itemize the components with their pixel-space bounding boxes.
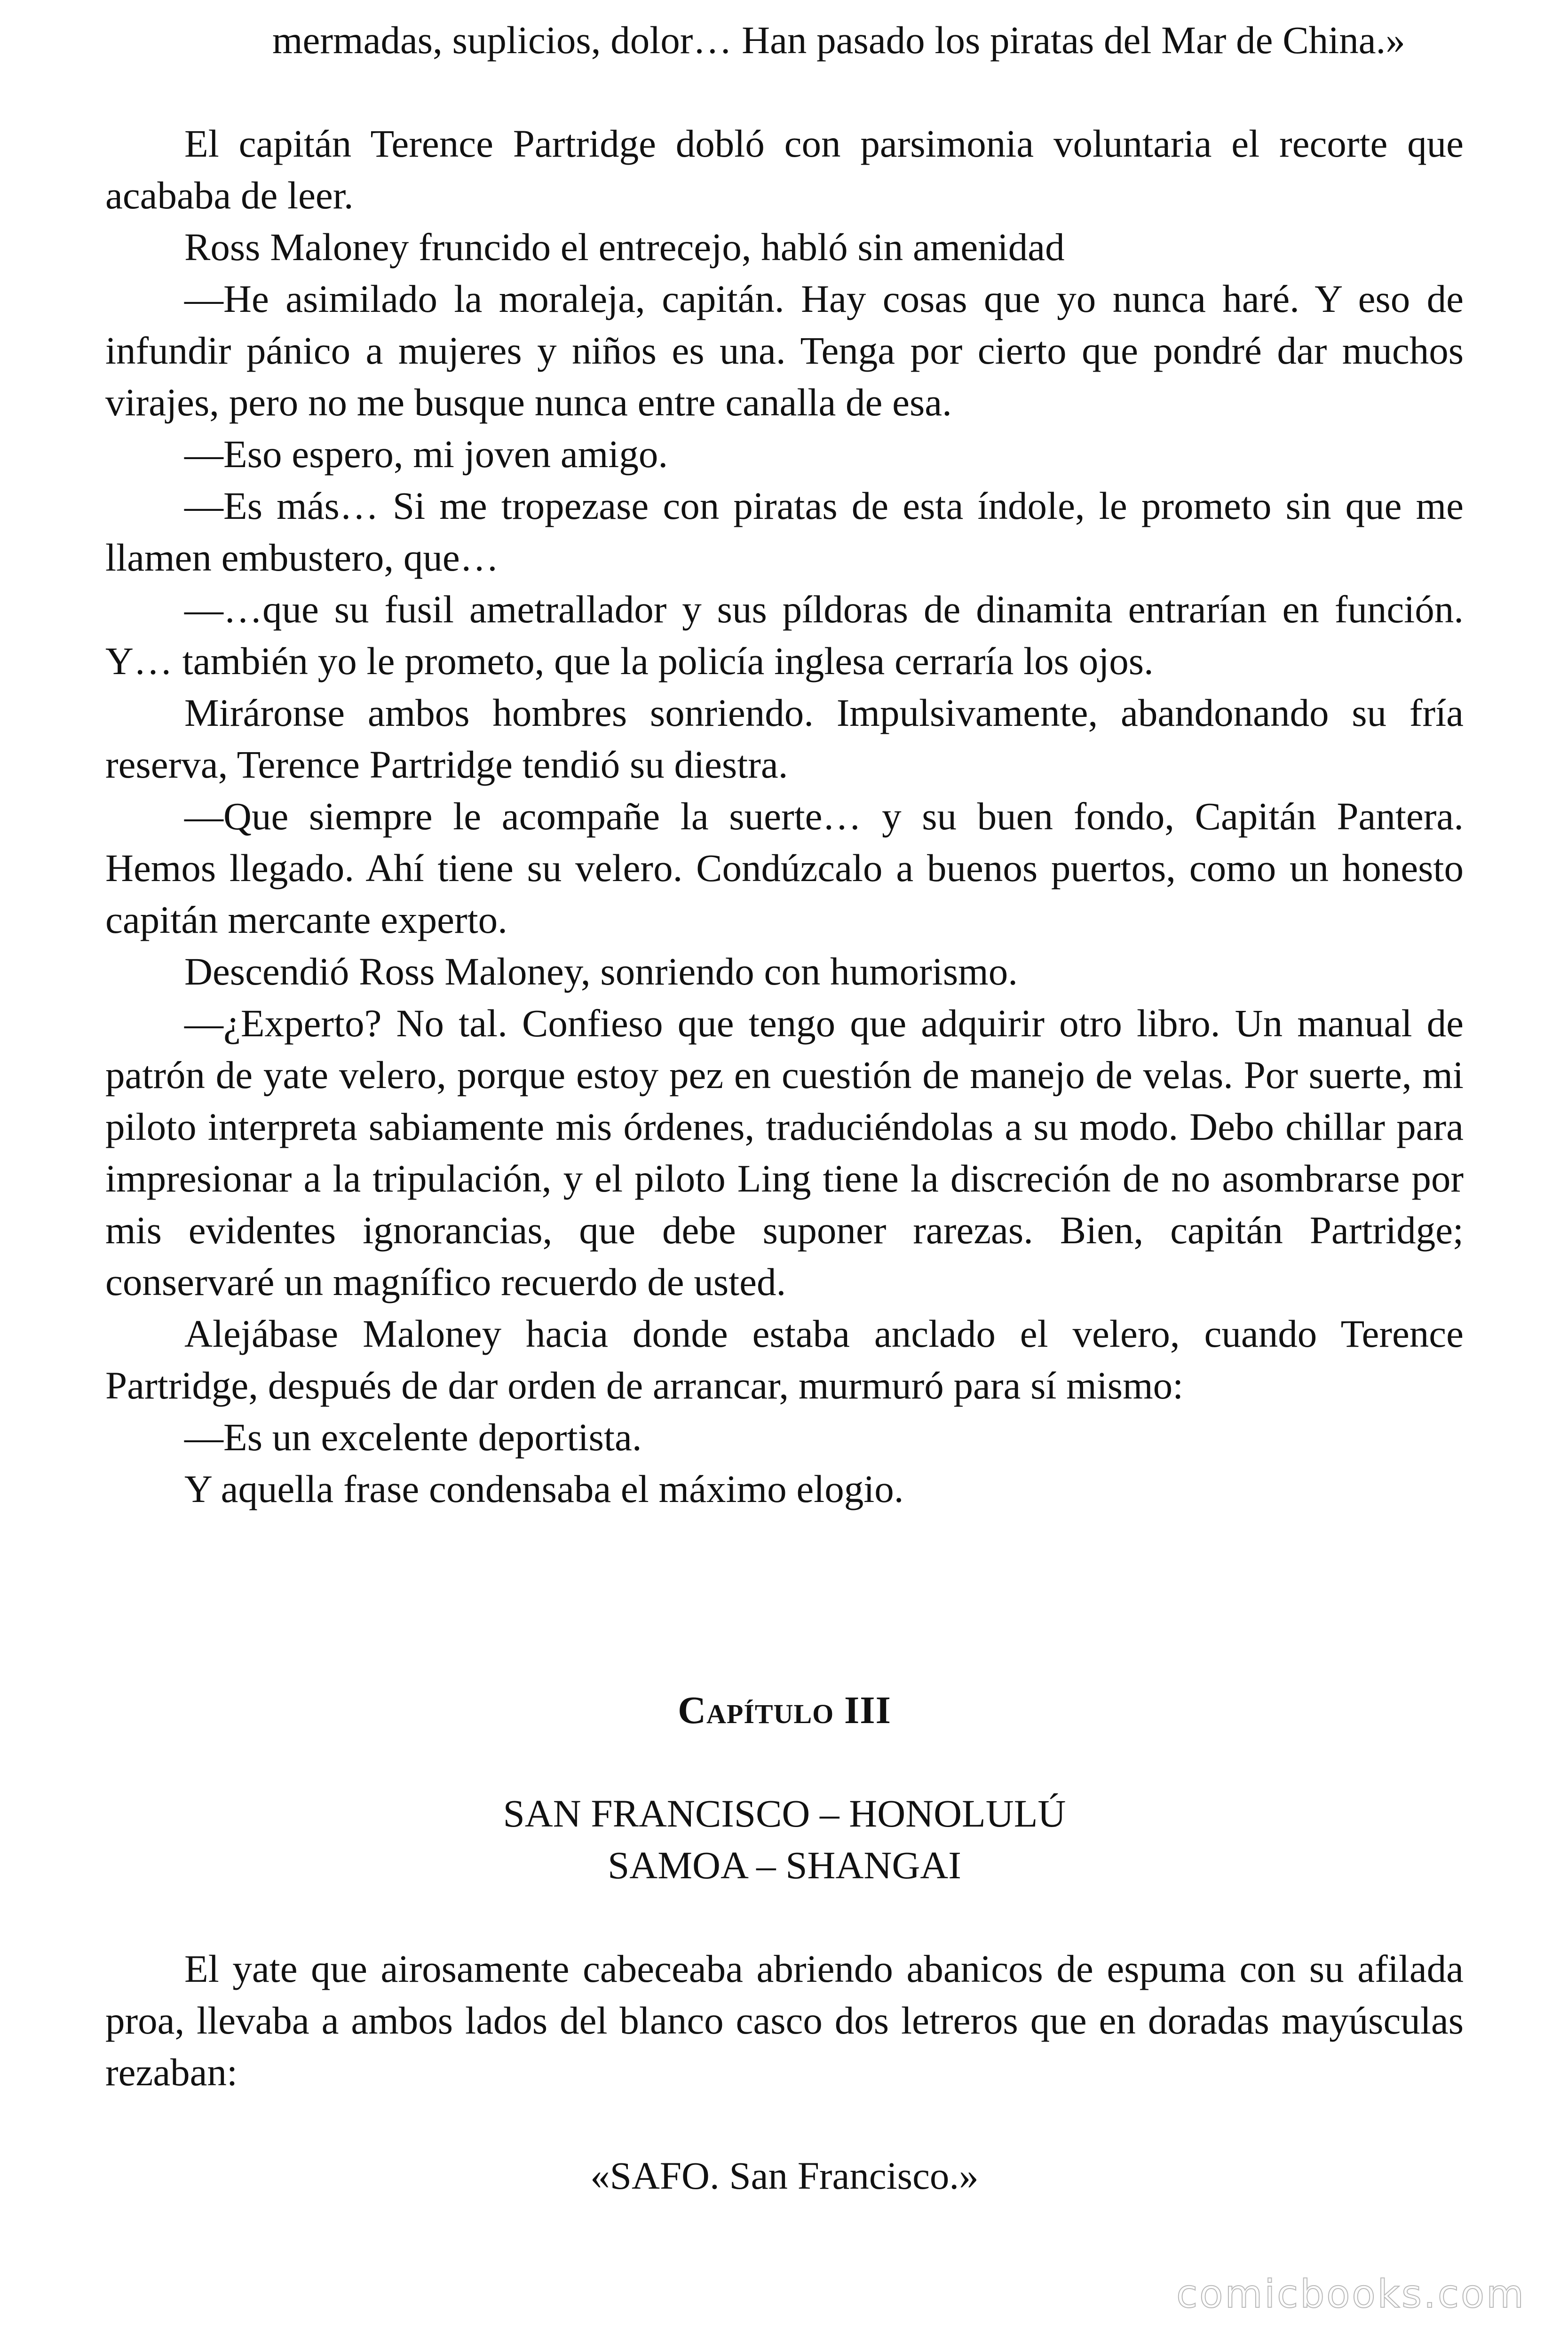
paragraph: —Que siempre le acompañe la suerte… y su buen fondo, Capitán Pantera. Hemos llegado. Ahí tiene su velero. Condúzcalo a buenos puertos, como un honesto capitán mercante experto. <box>105 795 1464 941</box>
paragraph: —Es más… Si me tropezase con piratas de esta índole, le prometo sin que me llamen embustero, que… <box>105 484 1464 579</box>
paragraph: Descendió Ross Maloney, sonriendo con humorismo. <box>184 950 1018 993</box>
spacer <box>105 1736 1464 1788</box>
sign-text: «SAFO. San Francisco.» <box>590 2154 979 2197</box>
paragraph: —Es un excelente deportista. <box>184 1415 642 1459</box>
paragraph: El yate que airosamente cabeceaba abriendo abanicos de espuma con su afilada proa, llevaba a ambos lados del blanco casco dos letreros que en doradas mayúsculas rezaban: <box>105 1947 1464 2094</box>
paragraph: Ross Maloney fruncido el entrecejo, habló sin amenidad <box>184 225 1065 269</box>
book-page <box>105 14 1464 2201</box>
paragraph: —He asimilado la moraleja, capitán. Hay cosas que yo nunca haré. Y eso de infundir pánico a mujeres y niños es una. Tenga por cierto que pondré dar muchos virajes, pero no me busque nunca entre canalla de esa. <box>105 277 1464 424</box>
watermark-text: comicbooks.com <box>1176 2272 1526 2317</box>
paragraph: —…que su fusil ametrallador y sus píldoras de dinamita entrarían en función. Y… también yo le prometo, que la policía inglesa cerraría los ojos. <box>105 588 1464 683</box>
spacer <box>105 1515 1464 1684</box>
chapter-title: Capítulo III <box>678 1688 891 1732</box>
quoted-text: mermadas, suplicios, dolor… Han pasado los piratas del Mar de China.» <box>272 18 1405 62</box>
spacer <box>105 2098 1464 2150</box>
paragraph: —¿Experto? No tal. Confieso que tengo que adquirir otro libro. Un manual de patrón de yate velero, porque estoy pez en cuestión de manejo de velas. Por suerte, mi piloto interpreta sabiamente mis órdenes, traduciéndolas a su modo. Debo chillar para impresionar a la tripulación, y el piloto Ling tiene la discreción de no asombrarse por mis evidentes ignorancias, que debe suponer rarezas. Bien, capitán Partridge; conservaré un magnífico recuerdo de usted. <box>105 1001 1464 1303</box>
spacer <box>105 1891 1464 1943</box>
paragraph: El capitán Terence Partridge dobló con parsimonia voluntaria el recorte que acababa de leer. <box>105 122 1464 217</box>
paragraph: Alejábase Maloney hacia donde estaba anclado el velero, cuando Terence Partridge, después de dar orden de arrancar, murmuró para sí mismo: <box>105 1312 1464 1407</box>
paragraph: Miráronse ambos hombres sonriendo. Impulsivamente, abandonando su fría reserva, Terence Partridge tendió su diestra. <box>105 691 1464 786</box>
chapter-subtitle-line-1: SAN FRANCISCO – HONOLULÚ <box>503 1792 1066 1835</box>
chapter-subtitle-line-2: SAMOA – SHANGAI <box>608 1843 961 1887</box>
paragraph: Y aquella frase condensaba el máximo elogio. <box>184 1467 904 1510</box>
spacer <box>105 66 1464 118</box>
paragraph: —Eso espero, mi joven amigo. <box>184 432 668 476</box>
